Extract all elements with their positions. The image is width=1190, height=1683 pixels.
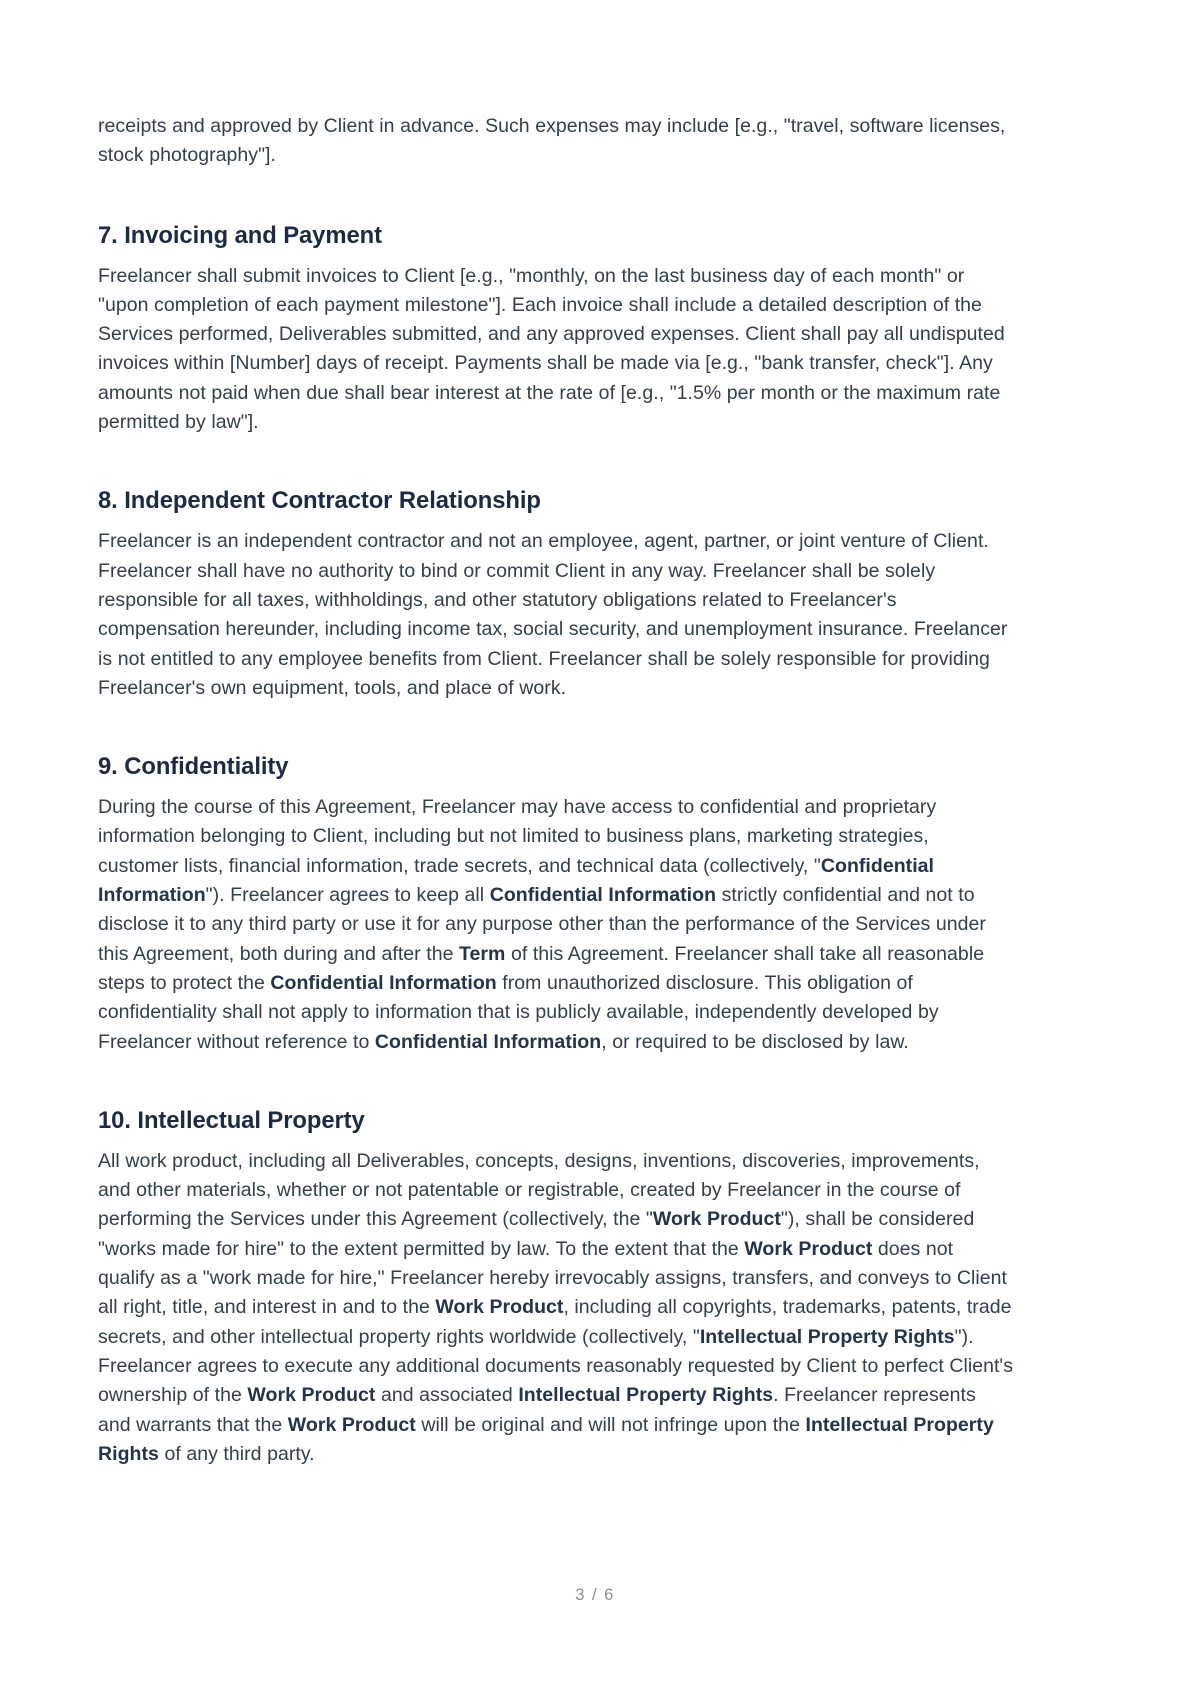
defined-term: Work Product <box>287 1413 416 1436</box>
section-heading-invoicing-and-payment: 7. Invoicing and Payment <box>98 221 382 249</box>
page-content <box>98 112 1013 1469</box>
text-run: All work product, including all Deliverables, concepts, designs, inventions, discoveries, improvements, and other materials, whether or not patentable or registrable, created by Freelancer in the course of performing the Services under this Agreement (collectively, the " <box>98 1149 980 1231</box>
text-run: , including all copyrights, trademarks, patents, trade secrets, and other intellectual property rights worldwide (collectively, " <box>98 1296 1012 1348</box>
defined-term: Intellectual Property Rights <box>518 1384 774 1407</box>
defined-term: Work Product <box>435 1296 564 1319</box>
text-run: will be original and will not infringe upon the <box>415 1413 806 1436</box>
defined-term: Confidential Information <box>98 854 935 907</box>
defined-term: Confidential Information <box>489 884 717 907</box>
spacer <box>98 1136 1013 1147</box>
spacer <box>98 703 1013 752</box>
defined-term: Work Product <box>247 1384 376 1407</box>
text-run: strictly confidential and not to disclose it to any third party or use it for any purpose other than the performance of the Services under this Agreement, both during and after the <box>98 884 986 965</box>
text-run: from unauthorized disclosure. This obligation of confidentiality shall not apply to information that is publicly available, independently developed by Freelancer without reference to <box>98 971 939 1053</box>
text-run: During the course of this Agreement, Freelancer may have access to confidential and proprietary information belonging to Client, including but not limited to business plans, marketing strategies, customer lists, financial information, trade secrets, and technical data (collectively, " <box>98 796 937 877</box>
defined-term: Work Product <box>744 1237 873 1260</box>
defined-term: Confidential Information <box>374 1030 602 1053</box>
text-run: Freelancer is an independent contractor and not an employee, agent, partner, or joint venture of Client. Freelancer shall have no authority to bind or commit Client in any way. Freelancer shall be solely responsible for all taxes, withholdings, and other statutory obligations related to Freelancer's compensation hereunder, including income tax, social security, and unemployment insurance. Freelancer is not entitled to any employee benefits from Client. Freelancer shall be solely responsible for providing Freelancer's own equipment, tools, and place of work. <box>98 530 1008 699</box>
section-heading-intellectual-property: 10. Intellectual Property <box>98 1106 365 1134</box>
text-run: . Freelancer represents and warrants that the <box>98 1384 976 1436</box>
page-number-footer: 3 / 6 <box>575 1586 615 1604</box>
text-run: "), shall be considered "works made for hire" to the extent permitted by law. To the extent that the <box>98 1208 975 1260</box>
text-run: , or required to be disclosed by law. <box>601 1030 909 1053</box>
spacer <box>98 251 1013 262</box>
text-run: "). Freelancer agrees to keep all <box>205 884 490 907</box>
section-paragraph-intellectual-property <box>98 1147 1013 1469</box>
text-run: of any third party. <box>158 1442 315 1465</box>
section-heading-independent-contractor-relationship: 8. Independent Contractor Relationship <box>98 487 541 515</box>
section-heading-confidentiality: 9. Confidentiality <box>98 753 289 781</box>
defined-term: Term <box>459 942 506 965</box>
defined-term: Intellectual Property Rights <box>98 1413 994 1465</box>
section-paragraph-invoicing-and-payment <box>98 262 1013 438</box>
spacer <box>98 1057 1013 1106</box>
spacer <box>98 437 1013 486</box>
defined-term: Work Product <box>652 1208 781 1231</box>
text-run: and associated <box>375 1384 519 1407</box>
section-paragraph-confidentiality <box>98 793 1013 1057</box>
text-run: of this Agreement. Freelancer shall take all reasonable steps to protect the <box>98 942 985 994</box>
spacer <box>98 171 1013 221</box>
spacer <box>98 782 1013 793</box>
spacer <box>98 516 1013 527</box>
text-run: "). Freelancer agrees to execute any additional documents reasonably requested by Client to perfect Client's ownership of the <box>98 1325 1013 1407</box>
section-paragraph-independent-contractor-relationship <box>98 527 1013 703</box>
text-run: Freelancer shall submit invoices to Client [e.g., "monthly, on the last business day of each month" or "upon completion of each payment milestone"]. Each invoice shall include a detailed description of the Services performed, Deliverables submitted, and any approved expenses. Client shall pay all undisputed invoices within [Number] days of receipt. Payments shall be made via [e.g., "bank transfer, check"]. Any amounts not paid when due shall bear interest at the rate of [e.g., "1.5% per month or the maximum rate permitted by law"]. <box>98 264 1005 434</box>
defined-term: Confidential Information <box>270 971 497 994</box>
defined-term: Intellectual Property Rights <box>699 1325 955 1348</box>
text-run: does not qualify as a "work made for hire," Freelancer hereby irrevocably assigns, transfers, and conveys to Client all right, title, and interest in and to the <box>98 1237 1007 1319</box>
continued-paragraph: receipts and approved by Client in advance. Such expenses may include [e.g., "travel, software licenses, stock photography"]. <box>98 115 1006 167</box>
